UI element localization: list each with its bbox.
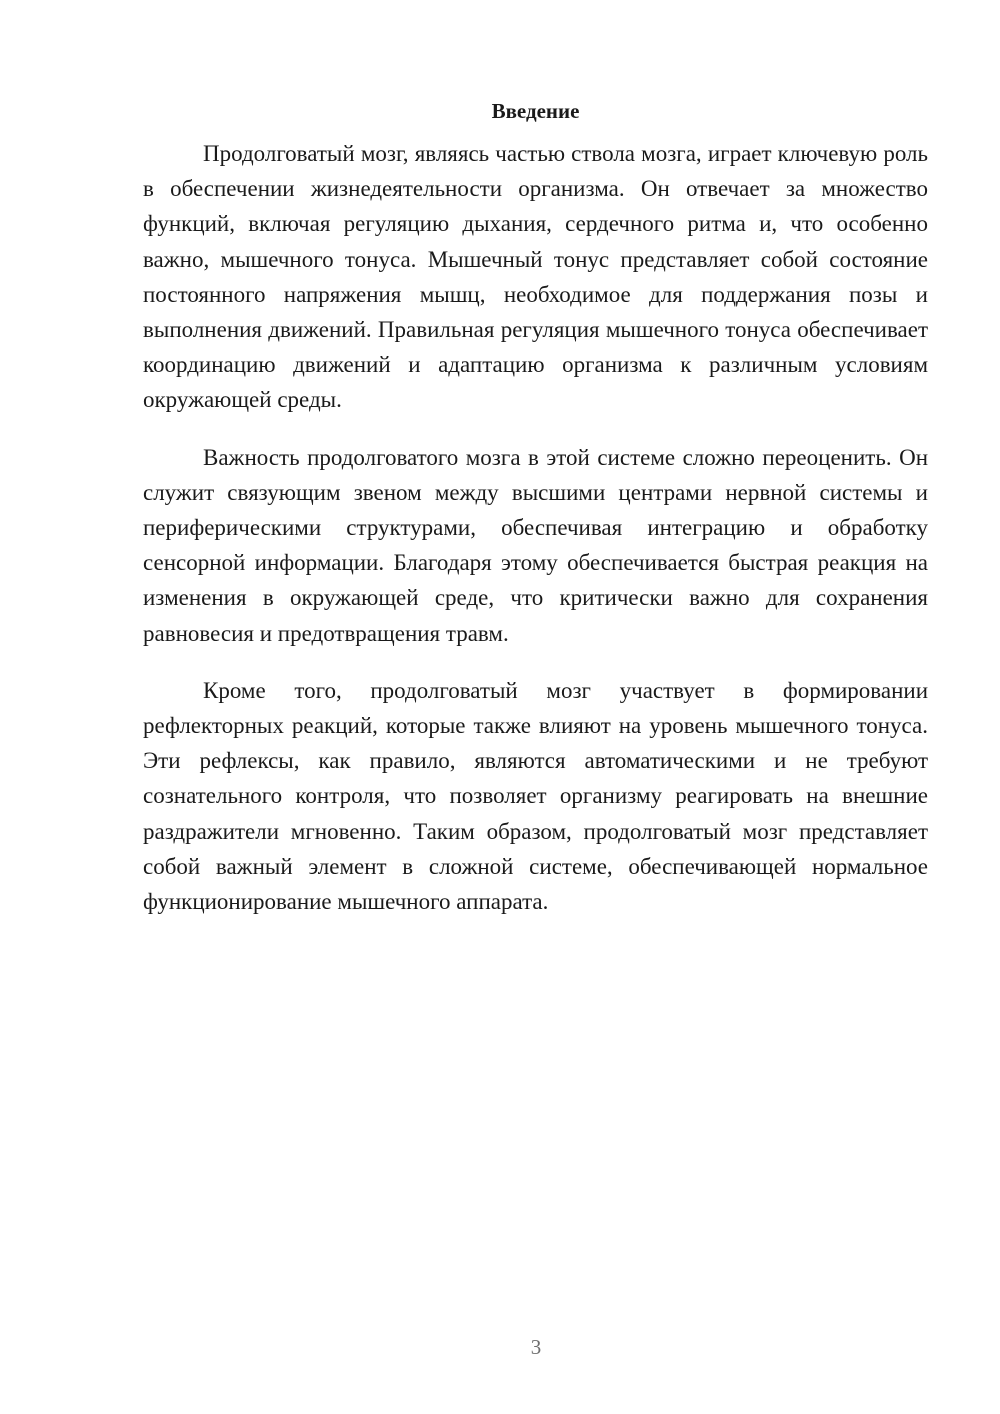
paragraph-1: Продолговатый мозг, являясь частью ствола мозга, играет ключевую роль в обеспечении жизнедеятельности организма. Он отвечает за множество функций, включая регуляцию дыхания, сердечного ритма и, что особенно важно, мышечного тонуса. Мышечный тонус представляет собой состояние постоянного напряжения мышц, необходимое для поддержания позы и выполнения движений. Правильная регуляция мышечного тонуса обеспечивает координацию движений и адаптацию организма к различным условиям окружающей среды. (143, 141, 928, 413)
page-number: 3 (530, 1335, 542, 1359)
paragraph-2: Важность продолговатого мозга в этой системе сложно переоценить. Он служит связующим звеном между высшими центрами нервной системы и периферическими структурами, обеспечивая интеграцию и обработку сенсорной информации. Благодаря этому обеспечивается быстрая реакция на изменения в окружающей среде, что критически важно для сохранения равновесия и предотвращения травм. (143, 444, 928, 646)
paragraph-3: Кроме того, продолговатый мозг участвует в формировании рефлекторных реакций, которые также влияют на уровень мышечного тонуса. Эти рефлексы, как правило, являются автоматическими и не требуют сознательного контроля, что позволяет организму реагировать на внешние раздражители мгновенно. Таким образом, продолговатый мозг представляет собой важный элемент в сложной системе, обеспечивающей нормальное функционирование мышечного аппарата. (143, 677, 928, 915)
section-title: Введение (491, 99, 580, 123)
page-content (143, 94, 928, 919)
